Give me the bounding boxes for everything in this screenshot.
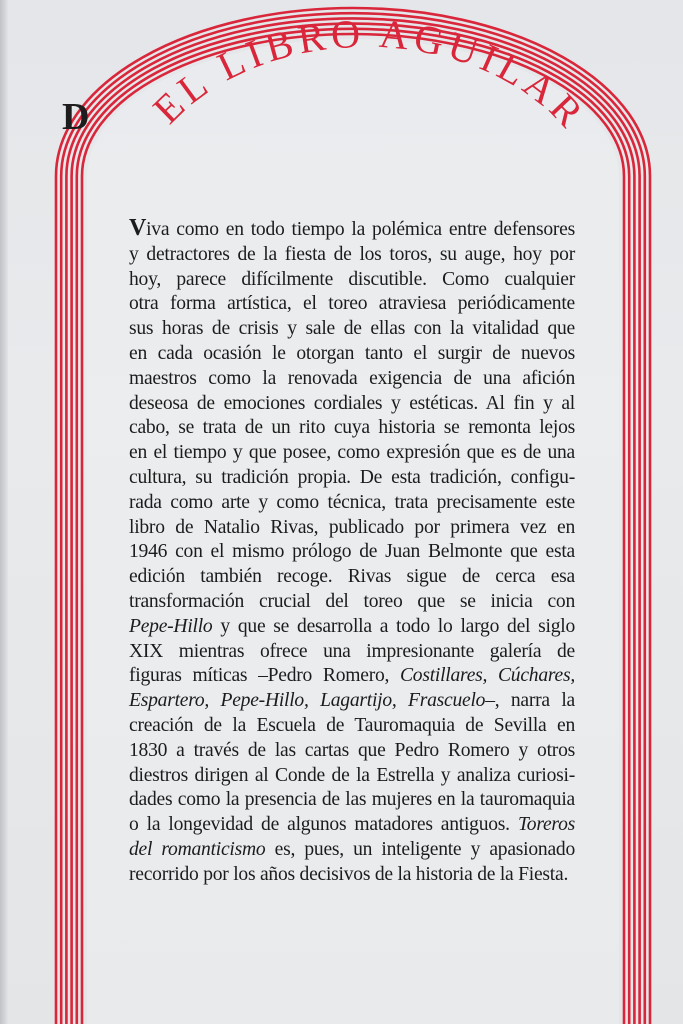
drop-cap: V: [129, 215, 147, 241]
blurb-line: [129, 540, 575, 565]
blurb-segment: cultura, su tradición propia. De esta tradición, configu-: [129, 466, 575, 488]
blurb-segment: y que se desarrolla a todo lo largo del siglo: [212, 615, 575, 637]
blurb-segment: –, narra la: [485, 690, 575, 712]
blurb-segment: en el tiempo y que posee, como expresión que es de una: [129, 442, 575, 464]
blurb-segment: deseosa de emociones cordiales y estéticas. Al fin y al: [129, 392, 575, 414]
blurb-line: [129, 764, 575, 789]
blurb-line: [129, 466, 575, 491]
blurb-line: [129, 615, 575, 640]
blurb-line: [129, 813, 575, 838]
blurb-segment: transformación crucial del toreo que se inicia con: [129, 590, 575, 612]
blurb-line: [129, 416, 575, 441]
blurb-segment: iva como en todo tiempo la polémica entre defensores: [146, 219, 575, 240]
blurb-line: [129, 516, 575, 541]
blurb-segment: edición también recoge. Rivas sigue de cerca esa: [129, 566, 575, 588]
blurb-segment: creación de la Escuela de Tauromaquia de Sevilla en: [129, 714, 575, 736]
blurb-line: [129, 664, 575, 689]
blurb-segment: y detractores de la fiesta de los toros, su auge, hoy por: [129, 243, 575, 265]
blurb-segment: en cada ocasión le otorgan tanto el surgir de nuevos: [129, 342, 575, 364]
blurb-segment: hoy, parece difícilmente discutible. Como cualquier: [129, 268, 575, 290]
blurb-segment: 1946 con el mismo prólogo de Juan Belmonte que esta: [129, 541, 575, 563]
blurb-line: [129, 441, 575, 466]
blurb-segment: figuras míticas –Pedro Romero,: [129, 665, 400, 687]
blurb-line: [129, 714, 575, 739]
blurb-line: [129, 367, 575, 392]
blurb-line: [129, 863, 575, 888]
blurb-segment: Pepe-Hillo: [129, 615, 213, 637]
blurb-line: [129, 243, 575, 268]
blurb-segment: del romanticismo: [129, 838, 266, 860]
blurb-line: [129, 565, 575, 590]
series-title: EL LIBRO AGUILAR: [144, 10, 596, 139]
blurb-line: [129, 640, 575, 665]
blurb-line: [129, 342, 575, 367]
blurb-segment: dades como la presencia de las mujeres en la tauromaquia: [129, 789, 575, 811]
blurb-segment: Toreros: [517, 814, 575, 836]
blurb-segment: 1830 a través de las cartas que Pedro Romero y otros: [129, 739, 575, 761]
blurb-segment: libro de Natalio Rivas, publicado por primera vez en: [129, 516, 575, 538]
blurb-line: [129, 491, 575, 516]
blurb-line: [129, 739, 575, 764]
blurb-segment: es, pues, un inteligente y apasionado: [265, 838, 575, 860]
blurb-segment: diestros dirigen al Conde de la Estrella y analiza curiosi-: [129, 764, 575, 786]
blurb-text: [129, 216, 575, 888]
blurb-line: [129, 689, 575, 714]
blurb-segment: XIX mientras ofrece una impresionante galería de: [129, 640, 575, 662]
blurb-line: [129, 590, 575, 615]
blurb-line: [129, 216, 575, 243]
blurb-line: [129, 788, 575, 813]
blurb-segment: recorrido por los años decisivos de la historia de la Fiesta.: [129, 863, 569, 885]
blurb-segment: sus horas de crisis y sale de ellas con la vitalidad que: [129, 318, 575, 340]
blurb-line: [129, 392, 575, 417]
blurb-line: [129, 317, 575, 342]
blurb-segment: otra forma artística, el toreo atraviesa periódicamente: [129, 293, 575, 315]
blurb-segment: o la longevidad de algunos matadores antiguos.: [129, 814, 518, 836]
blurb-segment: Costillares, Cúchares,: [399, 665, 575, 687]
blurb-line: [129, 838, 575, 863]
blurb-segment: Espartero, Pepe-Hillo, Lagartijo, Frascuelo: [129, 690, 486, 712]
blurb-segment: maestros como la renovada exigencia de una afición: [129, 367, 575, 389]
blurb-line: [129, 268, 575, 293]
blurb-segment: rada como arte y como técnica, trata precisamente este: [129, 491, 575, 513]
series-letter: D: [62, 96, 90, 138]
blurb-segment: cabo, se trata de un rito cuya historia se remonta lejos: [129, 417, 575, 439]
blurb-line: [129, 292, 575, 317]
